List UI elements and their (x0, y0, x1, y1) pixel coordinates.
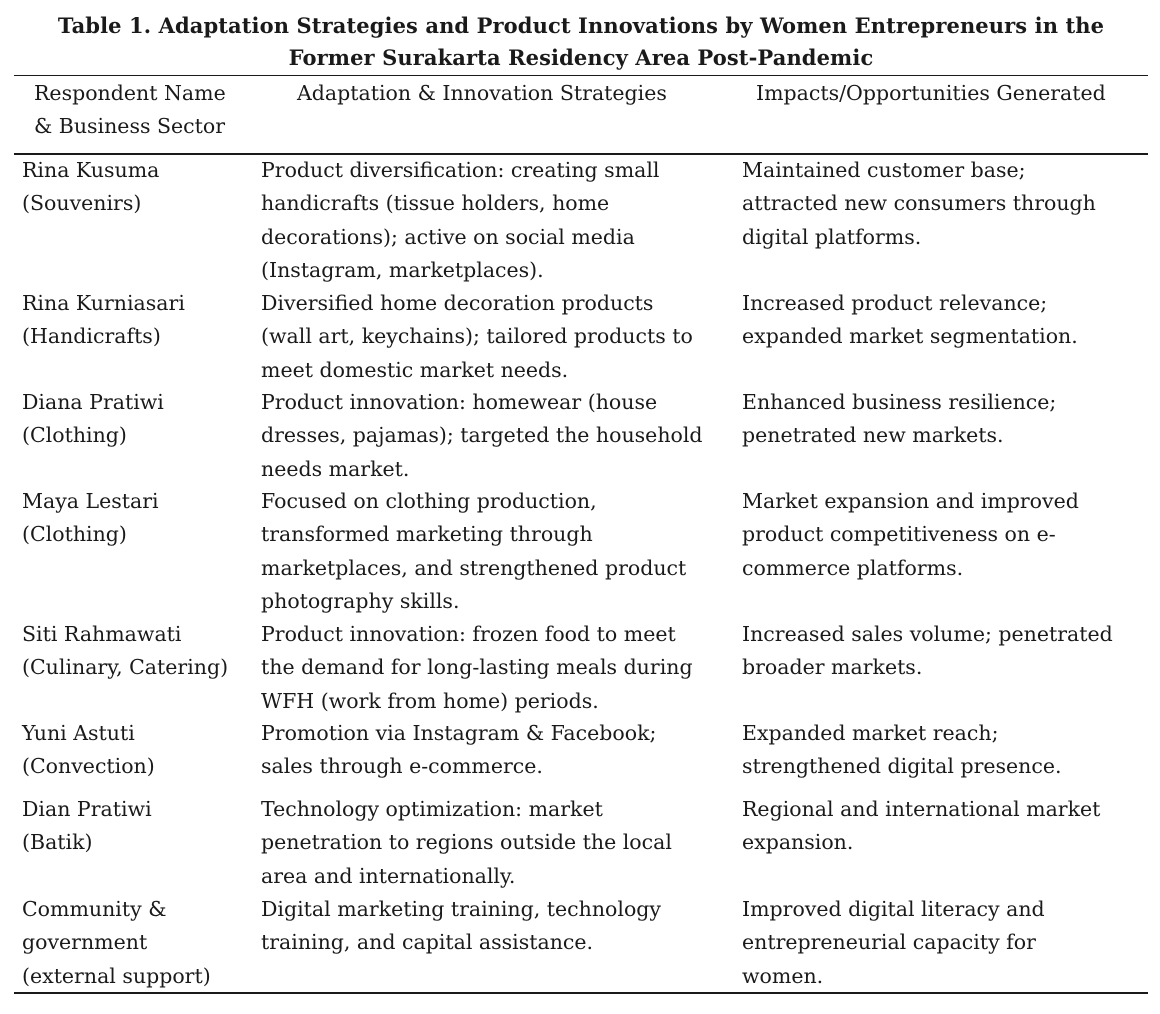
cell-text-line: expansion. (742, 830, 854, 855)
cell-text-line: broader markets. (742, 655, 923, 680)
cell-text-line: Maya Lestari (22, 489, 159, 513)
impact-cell (742, 793, 1100, 860)
cell-text-line: entrepreneurial capacity for (742, 930, 1036, 955)
cell-text-line: Product innovation: frozen food to meet (261, 622, 676, 646)
cell-text-line: Rina Kurniasari (22, 291, 185, 315)
cell-text-line: (Souvenirs) (22, 191, 142, 216)
strategy-cell (261, 793, 672, 893)
respondent-cell (22, 793, 152, 860)
cell-text-line: strengthened digital presence. (742, 754, 1062, 779)
cell-text-line: Market expansion and improved (742, 489, 1079, 513)
cell-text-line: area and internationally. (261, 863, 516, 888)
table-caption-line-1: Table 1. Adaptation Strategies and Product Innovations by Women Entrepreneurs in the (57, 13, 1105, 38)
cell-text-line: Improved digital literacy and (742, 897, 1045, 921)
cell-text-line: penetrated new markets. (742, 423, 1004, 448)
cell-text-line: (Convection) (22, 754, 155, 779)
cell-text-line: Yuni Astuti (22, 721, 135, 745)
cell-text-line: digital platforms. (742, 224, 922, 249)
impact-cell (742, 287, 1078, 354)
respondent-cell (22, 485, 159, 552)
cell-text-line: Digital marketing training, technology (261, 897, 661, 921)
respondent-cell (22, 893, 211, 993)
impact-cell (742, 893, 1045, 993)
respondent-cell (22, 717, 155, 784)
cell-text-line: Technology optimization: market (261, 797, 603, 821)
cell-text-line: Increased sales volume; penetrated (742, 622, 1113, 646)
cell-text-line: Respondent Name (34, 81, 226, 105)
cell-text-line: Increased product relevance; (742, 291, 1048, 315)
cell-text-line: (Clothing) (22, 522, 127, 547)
cell-text-line: Community & (22, 897, 167, 921)
cell-text-line: Siti Rahmawati (22, 622, 182, 646)
cell-text-line: Product diversification: creating small (261, 158, 660, 182)
cell-text-line: the demand for long-lasting meals during (261, 655, 693, 680)
impact-cell (742, 717, 1062, 784)
cell-text-line: Promotion via Instagram & Facebook; (261, 721, 657, 745)
impact-cell (742, 618, 1113, 685)
cell-text-line: sales through e-commerce. (261, 754, 543, 779)
impact-cell (742, 154, 1096, 254)
impact-cell (742, 485, 1079, 585)
cell-text-line: Product innovation: homewear (house (261, 390, 658, 414)
cell-text-line: expanded market segmentation. (742, 324, 1078, 349)
cell-text-line: meet domestic market needs. (261, 357, 569, 382)
cell-text-line: Focused on clothing production, (261, 489, 597, 513)
cell-text-line: Adaptation & Innovation Strategies (297, 81, 667, 105)
cell-text-line: (Handicrafts) (22, 324, 161, 349)
cell-text-line: decorations); active on social media (261, 224, 635, 249)
cell-text-line: WFH (work from home) periods. (261, 688, 599, 713)
cell-text-line: dresses, pajamas); targeted the household (261, 423, 703, 448)
cell-text-line: (wall art, keychains); tailored products to (261, 324, 693, 349)
cell-text-line: & Business Sector (34, 114, 226, 139)
column-header-respondent (34, 77, 226, 144)
cell-text-line: penetration to regions outside the local (261, 830, 672, 855)
cell-text-line: (Batik) (22, 830, 93, 855)
cell-text-line: Maintained customer base; (742, 158, 1026, 182)
respondent-cell (22, 618, 228, 685)
cell-text-line: Impacts/Opportunities Generated (756, 81, 1106, 105)
cell-text-line: Expanded market reach; (742, 721, 999, 745)
cell-text-line: Diversified home decoration products (261, 291, 654, 315)
strategy-cell (261, 386, 703, 486)
cell-text-line: Rina Kusuma (22, 158, 160, 182)
cell-text-line: transformed marketing through (261, 522, 593, 547)
cell-text-line: product competitiveness on e- (742, 522, 1056, 547)
cell-text-line: (external support) (22, 963, 211, 988)
cell-text-line: Regional and international market (742, 797, 1101, 821)
table-top-rule (14, 75, 1148, 76)
cell-text-line: women. (742, 963, 824, 988)
cell-text-line: Diana Pratiwi (22, 390, 164, 414)
cell-text-line: training, and capital assistance. (261, 930, 594, 955)
impact-cell (742, 386, 1056, 453)
cell-text-line: (Instagram, marketplaces). (261, 257, 544, 282)
respondent-cell (22, 154, 159, 221)
respondent-cell (22, 287, 185, 354)
cell-text-line: marketplaces, and strengthened product (261, 555, 687, 580)
cell-text-line: Enhanced business resilience; (742, 390, 1057, 414)
strategy-cell (261, 287, 693, 387)
strategy-cell (261, 618, 693, 718)
table-caption-line-2: Former Surakarta Residency Area Post-Pandemic (288, 45, 874, 70)
cell-text-line: needs market. (261, 456, 410, 481)
cell-text-line: handicrafts (tissue holders, home (261, 191, 610, 216)
strategy-cell (261, 717, 656, 784)
cell-text-line: commerce platforms. (742, 555, 964, 580)
cell-text-line: attracted new consumers through (742, 191, 1096, 216)
strategy-cell (261, 893, 661, 960)
cell-text-line: photography skills. (261, 588, 460, 613)
cell-text-line: government (22, 930, 148, 955)
cell-text-line: (Clothing) (22, 423, 127, 448)
column-header-impact (756, 77, 1106, 110)
cell-text-line: Dian Pratiwi (22, 797, 152, 821)
strategy-cell (261, 485, 686, 618)
cell-text-line: (Culinary, Catering) (22, 655, 229, 680)
column-header-strategy (297, 77, 667, 110)
strategy-cell (261, 154, 659, 287)
respondent-cell (22, 386, 164, 453)
